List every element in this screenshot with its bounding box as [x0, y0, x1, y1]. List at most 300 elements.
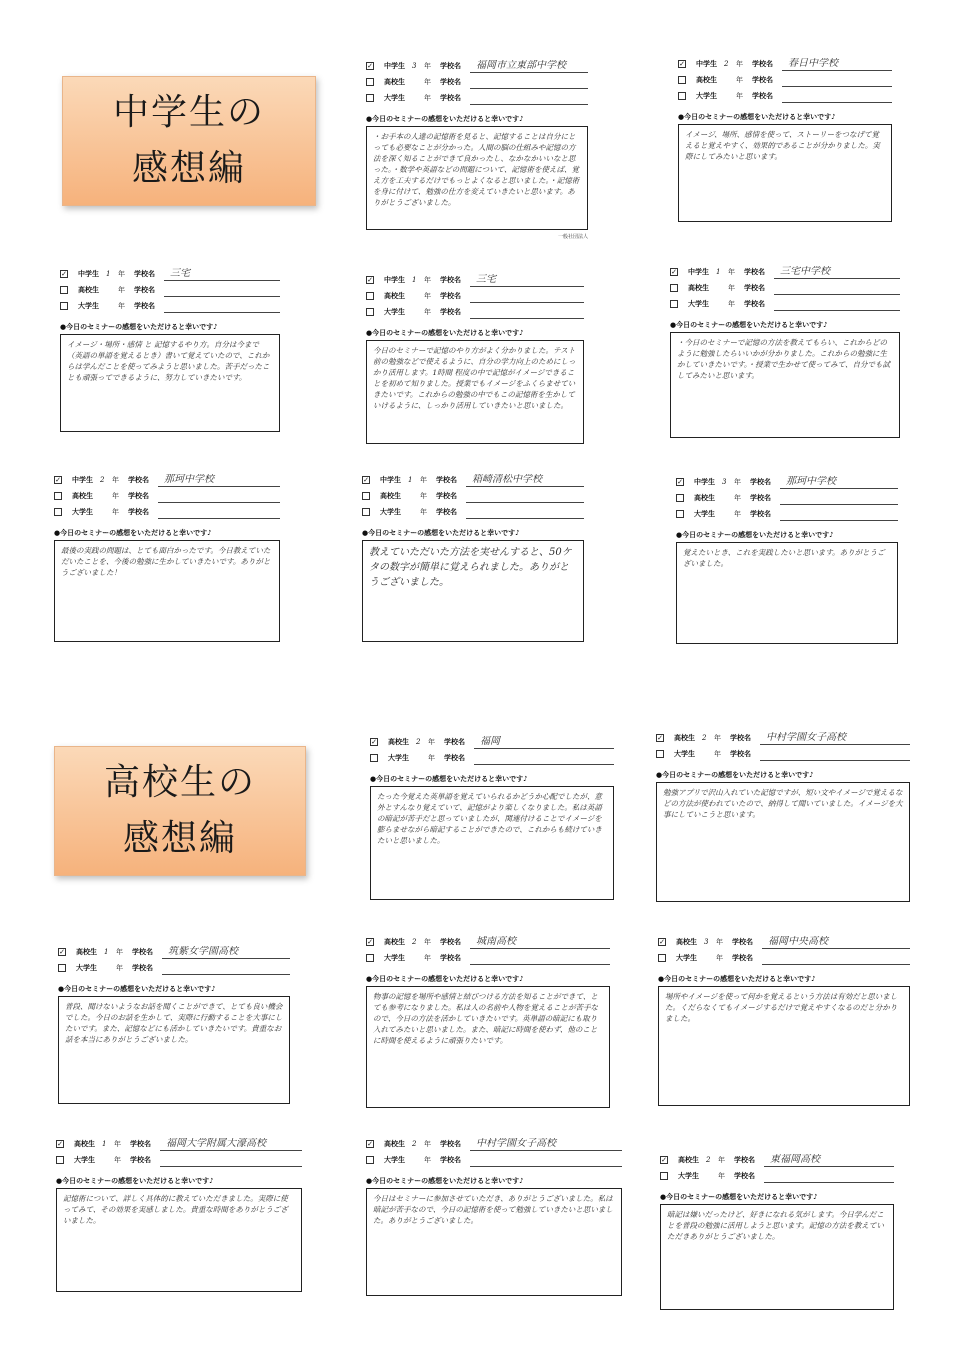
form-row: [60, 282, 280, 298]
feedback-prompt: ●今日のセミナーの感想をいただけると幸いです♪: [370, 775, 528, 783]
year-field: [724, 75, 752, 85]
high-school-banner: [54, 746, 306, 876]
year-field: [412, 1155, 440, 1165]
year-label: 年: [716, 938, 723, 946]
school-name-field: [782, 74, 892, 87]
year-field: [724, 91, 752, 101]
checkbox[interactable]: ✓: [61, 269, 67, 278]
year-label: 年: [424, 954, 431, 962]
school-name-label: 学校名: [132, 964, 153, 972]
year-field: [722, 477, 750, 487]
year-field: [704, 953, 732, 963]
feedback-prompt: ●今日のセミナーの感想をいただけると幸いです♪: [656, 771, 814, 779]
form-row: [670, 280, 900, 296]
level-label: 大学生: [384, 308, 405, 316]
level-label: 大学生: [694, 510, 715, 518]
year-field: [412, 953, 440, 963]
school-name-label: 学校名: [744, 284, 765, 292]
year-value: 1: [104, 948, 109, 956]
year-field: [412, 1139, 440, 1149]
school-name-label: 学校名: [440, 78, 461, 86]
year-field: [106, 301, 134, 311]
feedback-prompt: ●今日のセミナーの感想をいただけると幸いです♪: [676, 531, 834, 539]
year-field: [702, 733, 730, 743]
school-name-field: 東福岡高校: [764, 1154, 894, 1167]
checkbox[interactable]: ✓: [679, 59, 685, 68]
year-label: 年: [118, 302, 125, 310]
form-row: [58, 944, 290, 960]
school-name-label: 学校名: [750, 478, 771, 486]
year-value: 2: [706, 1156, 711, 1164]
form-row: [656, 746, 910, 762]
year-value: 1: [106, 270, 111, 278]
year-label: 年: [118, 286, 125, 294]
year-value: 2: [724, 60, 729, 68]
school-name-label: 学校名: [750, 510, 771, 518]
middle-school-feedback-card: [670, 264, 900, 438]
school-name-field: [164, 300, 280, 313]
school-name-label: 学校名: [440, 1156, 461, 1164]
level-label: 大学生: [678, 1172, 699, 1180]
year-field: [100, 475, 128, 485]
level-label: 中学生: [384, 276, 405, 284]
checkbox[interactable]: ✓: [659, 937, 665, 946]
year-field: [104, 963, 132, 973]
form-row: [366, 304, 584, 320]
middle-school-feedback-card: [366, 272, 584, 444]
school-name-label: 学校名: [128, 492, 149, 500]
school-name-field: [164, 284, 280, 297]
checkbox[interactable]: ✓: [661, 1155, 667, 1164]
year-label: 年: [734, 478, 741, 486]
year-label: 年: [116, 948, 123, 956]
checkbox[interactable]: [366, 292, 374, 300]
year-label: 年: [424, 938, 431, 946]
checkbox[interactable]: [370, 754, 378, 762]
checkbox[interactable]: [678, 92, 686, 100]
school-name-label: 学校名: [134, 302, 155, 310]
school-name-field: [470, 1154, 622, 1167]
checkbox[interactable]: [676, 510, 684, 518]
level-label: 大学生: [384, 954, 405, 962]
form-row: [366, 934, 610, 950]
form-row: [366, 950, 610, 966]
checkbox[interactable]: [58, 964, 66, 972]
form-row: [366, 58, 588, 74]
school-name-field: [470, 290, 584, 303]
school-name-field: 城南高校: [470, 936, 610, 949]
form-row: [658, 934, 910, 950]
high-school-feedback-card: [366, 934, 610, 1108]
form-row: [370, 734, 614, 750]
checkbox[interactable]: [362, 508, 370, 516]
level-label: 中学生: [78, 270, 99, 278]
level-label: 大学生: [72, 508, 93, 516]
school-name-field: 中村学園女子高校: [470, 1138, 622, 1151]
school-name-field: [158, 506, 280, 519]
high-school-feedback-card: [658, 934, 910, 1106]
school-name-label: 学校名: [440, 308, 461, 316]
middle-school-feedback-card: [366, 58, 588, 240]
school-name-field: [470, 92, 588, 105]
school-name-field: 中村学園女子高校: [760, 732, 910, 745]
banner-line-1: 中学生の: [112, 92, 265, 133]
checkbox[interactable]: ✓: [367, 937, 373, 946]
year-field: [706, 1171, 734, 1181]
checkbox[interactable]: [54, 492, 62, 500]
school-name-label: 学校名: [440, 292, 461, 300]
school-name-field: 福岡: [474, 736, 614, 749]
school-name-field: 福岡中央高校: [762, 936, 910, 949]
year-label: 年: [114, 1140, 121, 1148]
level-label: 中学生: [384, 62, 405, 70]
year-field: [412, 93, 440, 103]
checkbox[interactable]: ✓: [657, 733, 663, 742]
school-name-field: 春日中学校: [782, 58, 892, 71]
school-name-label: 学校名: [750, 494, 771, 502]
checkbox[interactable]: [670, 300, 678, 308]
feedback-response: 場所やイメージを使って何かを覚えるという方法は有効だと思いました。くだらなくてもイメージするだけで覚えやすくなるのだと分かりました。: [658, 986, 910, 1106]
form-row: [362, 488, 584, 504]
checkbox[interactable]: [54, 508, 62, 516]
checkbox[interactable]: ✓: [671, 267, 677, 276]
year-value: 2: [702, 734, 707, 742]
middle-school-feedback-card: [54, 472, 280, 642]
year-label: 年: [718, 1172, 725, 1180]
year-label: 年: [424, 78, 431, 86]
form-row: [362, 504, 584, 520]
feedback-prompt: ●今日のセミナーの感想をいただけると幸いです♪: [60, 323, 218, 331]
form-row: [660, 1168, 894, 1184]
level-label: 大学生: [76, 964, 97, 972]
checkbox[interactable]: [60, 286, 68, 294]
form-row: [362, 472, 584, 488]
checkbox[interactable]: [366, 78, 374, 86]
checkbox[interactable]: ✓: [57, 1139, 63, 1148]
form-header: [362, 472, 584, 520]
school-name-label: 学校名: [440, 62, 461, 70]
feedback-prompt: ●今日のセミナーの感想をいただけると幸いです♪: [660, 1193, 818, 1201]
feedback-prompt: ●今日のセミナーの感想をいただけると幸いです♪: [366, 329, 524, 337]
year-field: [722, 493, 750, 503]
form-row: [54, 488, 280, 504]
year-value: 2: [100, 476, 105, 484]
feedback-response: 普段、聞けないようなお話を聞くことができて、とても良い機会でした。今日のお話を生かして、実際に行動することを大事にしたいです。また、記憶などにも活かしていきたいです。貴重なお話を本当にありがとうございました。: [58, 996, 290, 1104]
school-name-label: 学校名: [128, 508, 149, 516]
feedback-response: 覚えたいとき、これを実践したいと思います。ありがとうございました。: [676, 542, 898, 644]
middle-school-banner: [62, 76, 316, 206]
level-label: 高校生: [678, 1156, 699, 1164]
checkbox[interactable]: [678, 76, 686, 84]
form-row: [670, 264, 900, 280]
feedback-response: 今日はセミナーに参加させていただき、ありがとうございました。私は暗記が苦手なので、今日の記憶術を使って勉強していきたいと思いました。ありがとうございました。: [366, 1188, 622, 1296]
year-label: 年: [424, 1156, 431, 1164]
checkbox[interactable]: [676, 494, 684, 502]
form-row: [678, 88, 892, 104]
form-header: [660, 1152, 894, 1184]
form-row: [676, 490, 898, 506]
level-label: 高校生: [696, 76, 717, 84]
year-field: [412, 61, 440, 71]
school-name-field: 筑紫女学園高校: [162, 946, 290, 959]
school-name-field: [780, 508, 898, 521]
year-label: 年: [736, 60, 743, 68]
level-label: 中学生: [696, 60, 717, 68]
middle-school-feedback-card: [60, 266, 280, 432]
checkbox[interactable]: [60, 302, 68, 310]
year-label: 年: [420, 492, 427, 500]
feedback-prompt: ●今日のセミナーの感想をいただけると幸いです♪: [58, 985, 216, 993]
checkbox[interactable]: ✓: [367, 275, 373, 284]
year-value: 1: [408, 476, 413, 484]
school-name-field: 那珂中学校: [780, 476, 898, 489]
form-header: [656, 730, 910, 762]
year-field: [724, 59, 752, 69]
form-header: [54, 472, 280, 520]
year-value: 2: [412, 1140, 417, 1148]
form-header: [366, 934, 610, 966]
year-field: [100, 491, 128, 501]
checkbox[interactable]: [366, 1156, 374, 1164]
year-label: 年: [424, 292, 431, 300]
feedback-response: イメージ・場所・感情 と 記憶するやり方。自分は今まで（英語の単語を覚えるとき）書いて覚えていたので、これからは学んだことを使ってみようと思いました。苦手だったことも頑張ってできるように、努力していきたいです。: [60, 334, 280, 432]
checkbox[interactable]: [366, 954, 374, 962]
year-label: 年: [424, 62, 431, 70]
school-name-label: 学校名: [730, 750, 751, 758]
school-name-field: 福岡市立東部中学校: [470, 60, 588, 73]
year-label: 年: [736, 76, 743, 84]
year-label: 年: [424, 276, 431, 284]
form-header: [58, 944, 290, 976]
school-name-label: 学校名: [752, 92, 773, 100]
form-row: [676, 474, 898, 490]
feedback-response: 物事の記憶を場所や感情と結びつける方法を知ることができて、とても参考になりました。私は人の名前や人物を覚えることが苦手なので、今日の方法を活かしていきたいです。英単語の暗記にも取り入れてみたいと思いました。また、暗記に時間を使わず、他のことに時間を使えるように頑張りたいです。: [366, 986, 610, 1108]
year-label: 年: [114, 1156, 121, 1164]
school-name-label: 学校名: [436, 476, 457, 484]
school-name-label: 学校名: [730, 734, 751, 742]
form-row: [54, 504, 280, 520]
school-name-field: 福岡大学附属大濠高校: [160, 1138, 302, 1151]
form-header: [670, 264, 900, 312]
school-name-field: [466, 506, 584, 519]
form-row: [60, 298, 280, 314]
checkbox[interactable]: [670, 284, 678, 292]
year-field: [704, 937, 732, 947]
level-label: 高校生: [384, 292, 405, 300]
school-name-label: 学校名: [130, 1140, 151, 1148]
level-label: 大学生: [380, 508, 401, 516]
checkbox[interactable]: ✓: [367, 1139, 373, 1148]
form-row: [366, 272, 584, 288]
checkbox[interactable]: [660, 1172, 668, 1180]
school-name-label: 学校名: [752, 60, 773, 68]
checkbox[interactable]: [656, 750, 664, 758]
high-school-feedback-card: [660, 1152, 894, 1310]
school-name-label: 学校名: [734, 1172, 755, 1180]
year-label: 年: [714, 750, 721, 758]
year-field: [412, 307, 440, 317]
school-name-label: 学校名: [752, 76, 773, 84]
high-school-feedback-card: [58, 944, 290, 1104]
year-label: 年: [424, 94, 431, 102]
feedback-prompt: ●今日のセミナーの感想をいただけると幸いです♪: [658, 975, 816, 983]
year-field: [102, 1155, 130, 1165]
year-label: 年: [718, 1156, 725, 1164]
level-label: 高校生: [676, 938, 697, 946]
form-row: [366, 1136, 622, 1152]
checkbox[interactable]: [366, 308, 374, 316]
feedback-prompt: ●今日のセミナーの感想をいただけると幸いです♪: [366, 975, 524, 983]
school-name-field: [470, 952, 610, 965]
high-school-feedback-card: [370, 734, 614, 900]
year-label: 年: [728, 284, 735, 292]
year-field: [408, 507, 436, 517]
feedback-prompt: ●今日のセミナーの感想をいただけると幸いです♪: [54, 529, 212, 537]
year-label: 年: [716, 954, 723, 962]
feedback-response: イメージ、場所、感情を使って、ストーリーをつなげて覚えると覚えやすく、効果的であることが分かりました。実際にしてみたいと思います。: [678, 124, 892, 222]
school-name-label: 学校名: [732, 938, 753, 946]
school-name-field: [782, 90, 892, 103]
form-row: [366, 90, 588, 106]
feedback-response: ・今日のセミナーで記憶の方法を教えてもらい、これからどのように勉強したらいいかが分かりました。これからの勉強に生かしていきたいです。・授業で生かせて使ってみて、自分でも試してみたいと思います。: [670, 332, 900, 438]
checkbox[interactable]: [366, 94, 374, 102]
feedback-prompt: ●今日のセミナーの感想をいただけると幸いです♪: [56, 1177, 214, 1185]
year-value: 1: [412, 276, 417, 284]
checkbox[interactable]: ✓: [371, 737, 377, 746]
level-label: 高校生: [76, 948, 97, 956]
school-name-field: [162, 962, 290, 975]
year-label: 年: [112, 508, 119, 516]
form-row: [58, 960, 290, 976]
middle-school-feedback-card: [678, 56, 892, 222]
checkbox[interactable]: [658, 954, 666, 962]
checkbox[interactable]: ✓: [55, 475, 61, 484]
checkbox[interactable]: ✓: [363, 475, 369, 484]
high-school-feedback-card: [366, 1136, 622, 1296]
form-header: [60, 266, 280, 314]
level-label: 高校生: [384, 938, 405, 946]
form-row: [658, 950, 910, 966]
school-name-field: [780, 492, 898, 505]
school-name-label: 学校名: [440, 954, 461, 962]
year-field: [412, 275, 440, 285]
school-name-field: 三宅中学校: [774, 266, 900, 279]
level-label: 大学生: [388, 754, 409, 762]
checkbox[interactable]: ✓: [59, 947, 65, 956]
checkbox[interactable]: ✓: [677, 477, 683, 486]
level-label: 高校生: [384, 78, 405, 86]
school-name-label: 学校名: [134, 286, 155, 294]
feedback-prompt: ●今日のセミナーの感想をいただけると幸いです♪: [362, 529, 520, 537]
year-label: 年: [424, 308, 431, 316]
school-name-label: 学校名: [440, 938, 461, 946]
year-label: 年: [734, 494, 741, 502]
year-field: [716, 267, 744, 277]
year-label: 年: [420, 508, 427, 516]
year-value: 3: [704, 938, 709, 946]
level-label: 高校生: [72, 492, 93, 500]
level-label: 高校生: [78, 286, 99, 294]
level-label: 大学生: [676, 954, 697, 962]
year-field: [716, 283, 744, 293]
school-name-label: 学校名: [132, 948, 153, 956]
form-header: [56, 1136, 302, 1168]
banner-line-2: 感想編: [122, 818, 237, 859]
level-label: 中学生: [688, 268, 709, 276]
year-label: 年: [118, 270, 125, 278]
level-label: 大学生: [384, 94, 405, 102]
high-school-feedback-card: [656, 730, 910, 902]
level-label: 高校生: [388, 738, 409, 746]
form-header: [676, 474, 898, 522]
level-label: 高校生: [74, 1140, 95, 1148]
form-row: [370, 750, 614, 766]
year-field: [706, 1155, 734, 1165]
level-label: 大学生: [674, 750, 695, 758]
year-field: [104, 947, 132, 957]
form-header: [366, 272, 584, 320]
form-header: [366, 1136, 622, 1168]
year-label: 年: [112, 492, 119, 500]
checkbox[interactable]: [56, 1156, 64, 1164]
feedback-prompt: ●今日のセミナーの感想をいただけると幸いです♪: [670, 321, 828, 329]
school-name-label: 学校名: [440, 94, 461, 102]
school-name-label: 学校名: [436, 492, 457, 500]
level-label: 高校生: [384, 1140, 405, 1148]
school-name-field: 三宅: [470, 274, 584, 287]
level-label: 高校生: [380, 492, 401, 500]
level-label: 高校生: [674, 734, 695, 742]
checkbox[interactable]: [362, 492, 370, 500]
year-label: 年: [428, 738, 435, 746]
school-name-field: 那珂中学校: [158, 474, 280, 487]
level-label: 中学生: [694, 478, 715, 486]
school-name-label: 学校名: [130, 1156, 151, 1164]
middle-school-feedback-card: [362, 472, 584, 642]
school-name-field: [470, 306, 584, 319]
form-row: [678, 56, 892, 72]
school-name-field: [764, 1170, 894, 1183]
school-name-field: [762, 952, 910, 965]
banner-line-2: 感想編: [131, 148, 246, 189]
level-label: 大学生: [384, 1156, 405, 1164]
year-value: 3: [722, 478, 727, 486]
school-name-label: 学校名: [734, 1156, 755, 1164]
feedback-prompt: ●今日のセミナーの感想をいただけると幸いです♪: [366, 1177, 524, 1185]
school-name-label: 学校名: [440, 276, 461, 284]
form-row: [366, 1152, 622, 1168]
form-row: [656, 730, 910, 746]
feedback-response: 暗記は嫌いだったけど、好きになれる気がします。今日学んだことを普段の勉強に活用しようと思います。記憶の方法を教えていただきありがとうございました。: [660, 1204, 894, 1310]
school-name-label: 学校名: [744, 268, 765, 276]
level-label: 大学生: [78, 302, 99, 310]
year-value: 2: [412, 938, 417, 946]
high-school-feedback-card: [56, 1136, 302, 1292]
school-name-field: [160, 1154, 302, 1167]
year-field: [412, 937, 440, 947]
feedback-response: 今日のセミナーで記憶のやり方がよく分かりました。テスト前の勉強などで使えるように、自分の学力向上のためにしっかり活用します。1時間 程度の中で記憶がイメージできることを初めて知りました。授業でもイメージをふくらませていきたいです。これからの勉強の中でもこの記憶術を生かしていけるように、しっかり活用していきたいと思いました。: [366, 340, 584, 444]
year-label: 年: [112, 476, 119, 484]
feedback-response: 教えていただいた方法を実せんすると、50ケタの数字が簡単に覚えられました。ありがとうございました。: [362, 540, 584, 642]
school-name-field: [158, 490, 280, 503]
year-value: 1: [716, 268, 721, 276]
year-label: 年: [728, 300, 735, 308]
school-name-field: [760, 748, 910, 761]
feedback-response: 最後の実践の問題は、とても面白かったです。今日教えていただいたことを、今後の勉強に生かしていきたいです。ありがとうございました！: [54, 540, 280, 642]
banner-line-1: 高校生の: [103, 762, 256, 803]
checkbox[interactable]: ✓: [367, 61, 373, 70]
school-name-field: [466, 490, 584, 503]
